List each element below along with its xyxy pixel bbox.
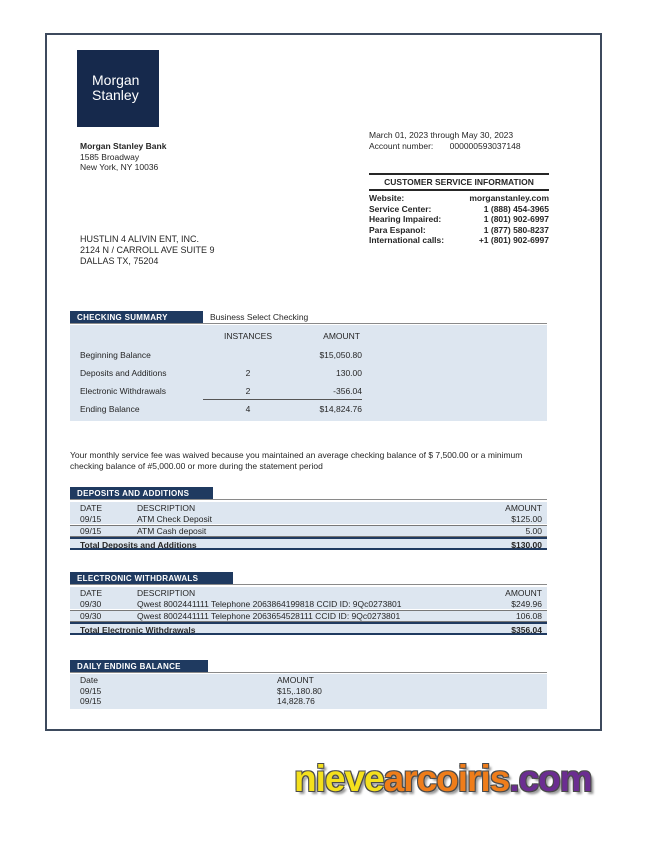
watermark-part1: nieve [294, 758, 384, 799]
statement-period-block [369, 130, 521, 152]
logo-text [77, 50, 159, 103]
fee-note-line1: Your monthly service fee was waived because you maintained an average checking balance of $ 7,500.00 or a minimum [70, 450, 523, 460]
amount-cell: 14,828.76 [277, 696, 315, 706]
summary-instances: 2 [245, 368, 251, 378]
description-column-header: DESCRIPTION [137, 503, 196, 513]
cs-label: International calls: [369, 235, 445, 245]
table-row [70, 386, 547, 397]
date-cell: 09/30 [80, 598, 102, 609]
deposits-total-row [70, 537, 547, 550]
customer-service-row [369, 225, 549, 236]
total-amount: $356.04 [511, 625, 542, 635]
cs-label: Hearing Impaired: [369, 214, 442, 224]
date-column-header: DATE [80, 588, 103, 598]
total-label: Total Electronic Withdrawals [80, 625, 196, 635]
summary-total-divider [203, 399, 362, 400]
fee-waiver-note [70, 450, 544, 471]
cs-value: 1 (888) 454-3965 [483, 203, 549, 214]
logo-line2: Stanley [92, 87, 139, 103]
customer-service-title: CUSTOMER SERVICE INFORMATION [369, 173, 549, 191]
amount-cell: 106.08 [516, 611, 542, 621]
deposits-column-headers [70, 503, 547, 514]
daily-balance-column-headers [70, 675, 547, 686]
table-row [70, 525, 547, 537]
recipient-address [80, 234, 215, 267]
amount-cell: $249.96 [511, 598, 542, 609]
summary-label: Beginning Balance [80, 350, 151, 360]
summary-instances: 4 [245, 404, 251, 414]
withdrawals-total-row [70, 622, 547, 635]
date-column-header: DATE [80, 503, 103, 513]
section-divider [70, 499, 547, 500]
table-row [70, 610, 547, 622]
date-cell: 09/15 [80, 685, 102, 696]
cs-label: Para Espanol: [369, 224, 426, 235]
watermark-part2: arcoiris [383, 758, 510, 799]
cs-label: Website: [369, 193, 405, 203]
deposits-head-block [70, 502, 547, 524]
table-row [70, 696, 547, 707]
recipient-city: DALLAS TX, 75204 [80, 256, 159, 266]
account-number: 000000593037148 [449, 141, 521, 151]
customer-service-row [369, 214, 549, 225]
table-row [70, 514, 547, 525]
total-label: Total Deposits and Additions [80, 540, 197, 550]
summary-label: Electronic Withdrawals [80, 386, 166, 396]
summary-label: Ending Balance [80, 404, 140, 414]
customer-service-row [369, 193, 549, 204]
cs-value: +1 (801) 902-6997 [478, 235, 549, 245]
instances-column-header: INSTANCES [223, 331, 273, 341]
description-column-header: DESCRIPTION [137, 588, 196, 598]
checking-summary-header: CHECKING SUMMARY [70, 311, 203, 324]
cs-value: morganstanley.com [469, 193, 549, 203]
table-row [70, 686, 547, 697]
description-cell: Qwest 8002441111 Telephone 2063654528111 CCID ID: 9Qc0273801 [137, 611, 401, 621]
statement-page [45, 33, 602, 731]
fee-note-line2: checking balance of #5,000.00 or more during the statement period [70, 460, 323, 471]
table-row [70, 599, 547, 610]
checking-summary-table [70, 325, 547, 421]
date-cell: 09/30 [80, 611, 102, 621]
table-row [70, 350, 547, 361]
recipient-street: 2124 N / CARROLL AVE SUITE 9 [80, 245, 215, 255]
date-cell: 09/15 [80, 513, 102, 524]
section-divider [70, 323, 547, 324]
recipient-name: HUSTLIN 4 ALIVIN ENT, INC. [80, 234, 200, 244]
deposits-table [70, 502, 547, 550]
deposits-section-header: DEPOSITS AND ADDITIONS [70, 487, 213, 500]
summary-amount: $15,050.80 [319, 350, 362, 360]
amount-column-header: AMOUNT [277, 675, 314, 685]
withdrawals-section-header: ELECTRONIC WITHDRAWALS [70, 572, 233, 585]
amount-column-header: AMOUNT [505, 588, 542, 598]
logo-line1: Morgan [92, 72, 140, 88]
customer-service-rows [369, 193, 549, 246]
table-row [70, 404, 547, 415]
date-cell: 09/15 [80, 526, 102, 536]
customer-service-row [369, 204, 549, 215]
cs-label: Service Center: [369, 203, 432, 214]
bank-street: 1585 Broadway [80, 151, 140, 162]
description-cell: ATM Cash deposit [137, 526, 207, 536]
section-divider [70, 584, 547, 585]
statement-period: March 01, 2023 through May 30, 2023 [369, 130, 514, 140]
amount-cell: $125.00 [511, 513, 542, 524]
cs-value: 1 (877) 580-8237 [483, 224, 549, 235]
checking-summary-column-headers [70, 331, 547, 342]
amount-column-header: AMOUNT [323, 331, 360, 341]
daily-balance-table [70, 674, 547, 709]
withdrawals-column-headers [70, 588, 547, 599]
morgan-stanley-logo [77, 50, 159, 127]
amount-column-header: AMOUNT [505, 503, 542, 513]
section-divider [70, 672, 547, 673]
summary-label: Deposits and Additions [80, 368, 167, 378]
summary-amount: $14,824.76 [319, 404, 362, 414]
description-cell: Qwest 8002441111 Telephone 2063864199818 CCID ID: 9Qc0273801 [137, 598, 402, 609]
site-watermark [294, 758, 592, 800]
daily-balance-section-header: DAILY ENDING BALANCE [70, 660, 208, 673]
account-number-label: Account number: [369, 141, 434, 151]
withdrawals-table [70, 587, 547, 635]
customer-service-box [369, 173, 549, 246]
table-row [70, 368, 547, 379]
description-cell: ATM Check Deposit [137, 513, 212, 524]
total-amount: $130.00 [511, 540, 542, 550]
account-type-label: Business Select Checking [210, 312, 309, 322]
date-cell: 09/15 [80, 696, 102, 706]
bank-city: New York, NY 10036 [80, 162, 159, 172]
amount-cell: 5.00 [525, 526, 542, 536]
customer-service-row [369, 235, 549, 246]
cs-value: 1 (801) 902-6997 [483, 214, 549, 224]
amount-cell: $15,.180.80 [277, 685, 322, 696]
bank-name: Morgan Stanley Bank [80, 141, 167, 151]
withdrawals-head-block [70, 587, 547, 609]
watermark-part3: .com [509, 758, 592, 799]
bank-address [80, 141, 166, 173]
summary-amount: 130.00 [336, 368, 362, 378]
date-column-header: Date [80, 675, 98, 685]
summary-instances: 2 [245, 386, 251, 396]
summary-amount: -356.04 [333, 386, 362, 396]
account-number-line [369, 141, 521, 152]
